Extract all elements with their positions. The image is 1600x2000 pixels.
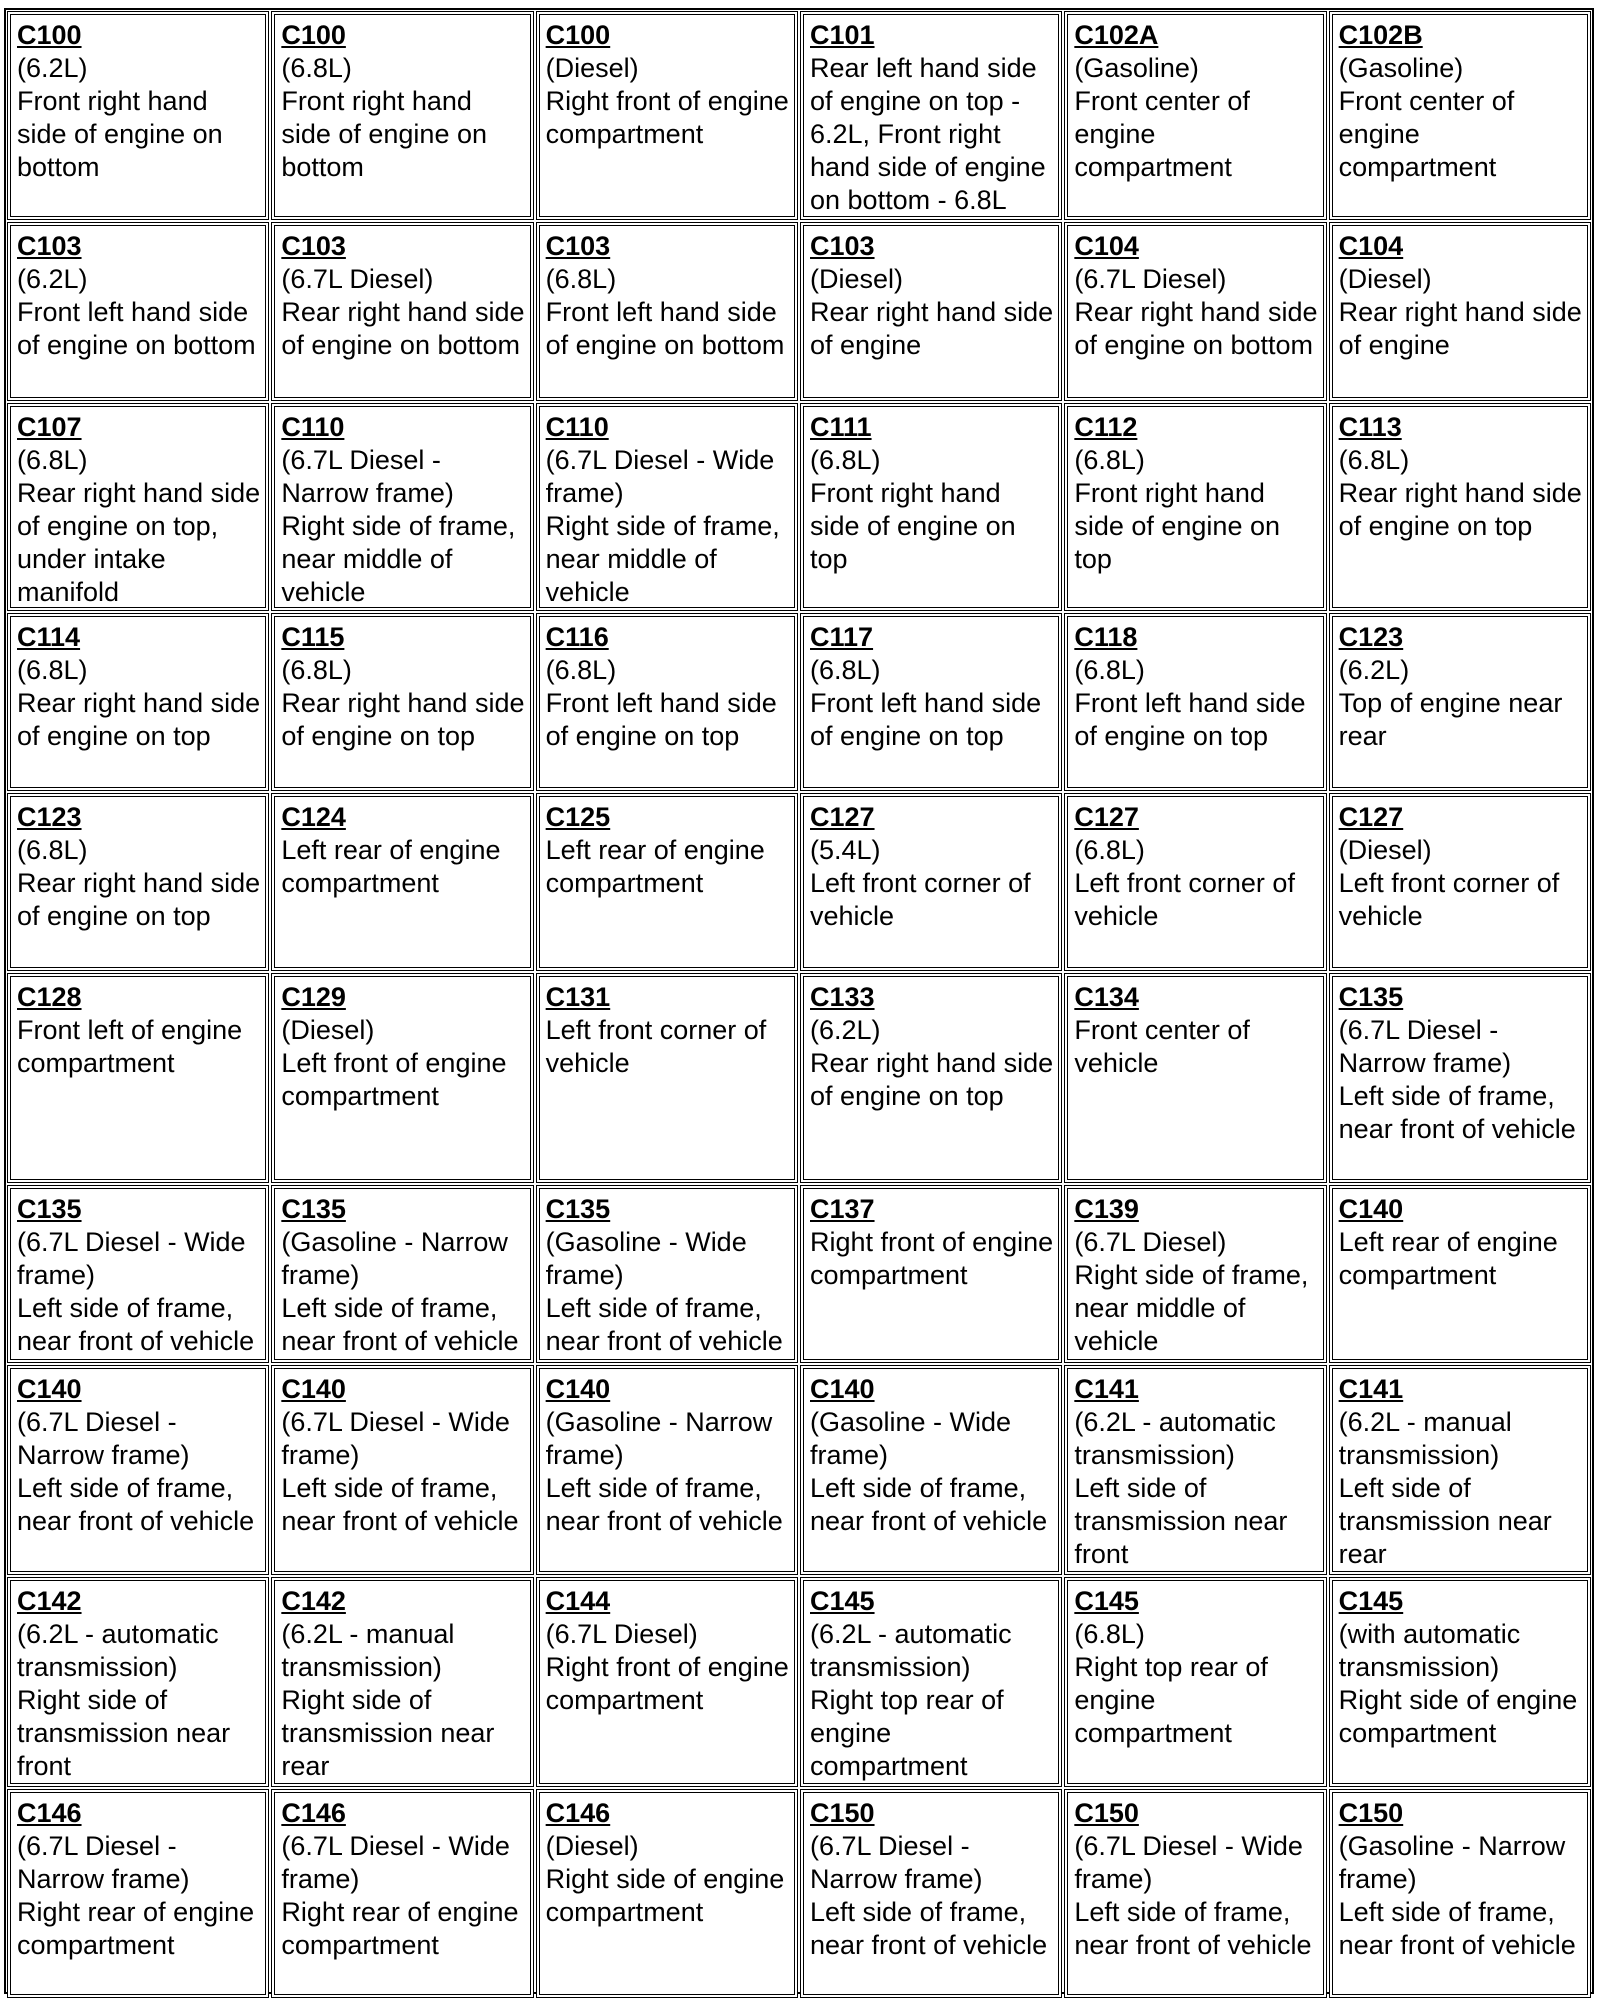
connector-id: C110	[281, 412, 345, 442]
connector-location: Left front corner of vehicle	[810, 868, 1031, 931]
connector-id: C103	[545, 231, 611, 261]
connector-id: C118	[1074, 622, 1138, 652]
connector-id: C139	[1074, 1194, 1139, 1224]
connector-id: C140	[1338, 1194, 1404, 1224]
connector-qualifier: (6.8L)	[17, 835, 88, 865]
connector-location: Left side of frame, near front of vehicle	[17, 1293, 255, 1356]
connector-id: C103	[281, 231, 346, 261]
connector-id: C103	[810, 231, 875, 261]
connector-qualifier: (6.8L)	[1074, 445, 1145, 475]
connector-qualifier: (6.7L Diesel - Wide frame)	[545, 445, 775, 508]
connector-cell	[7, 1365, 269, 1575]
connector-location: Rear right hand side of engine on top	[810, 1048, 1054, 1111]
connector-location: Rear left hand side of engine on top - 6.2L, Front right hand side of engine on bottom - 6.8L	[810, 53, 1046, 215]
connector-location: Top of engine near rear	[1338, 688, 1563, 751]
connector-qualifier: (Diesel)	[281, 1015, 375, 1045]
connector-cell	[1329, 1577, 1591, 1787]
connector-qualifier: (Diesel)	[1338, 835, 1432, 865]
connector-qualifier: (6.7L Diesel - Wide frame)	[17, 1227, 246, 1290]
connector-location: Front left hand side of engine on top	[545, 688, 777, 751]
connector-qualifier: (6.8L)	[1074, 1619, 1145, 1649]
connector-id: C101	[810, 20, 875, 50]
connector-location: Rear right hand side of engine	[1338, 297, 1582, 360]
connector-cell	[536, 1365, 798, 1575]
connector-location: Left side of frame, near front of vehicle	[545, 1293, 783, 1356]
connector-id: C114	[17, 622, 81, 652]
connector-location-table	[4, 8, 1594, 1994]
connector-location: Left rear of engine compartment	[1338, 1227, 1558, 1290]
connector-location: Front left hand side of engine on top	[810, 688, 1042, 751]
connector-qualifier: (Diesel)	[545, 1831, 639, 1861]
connector-id: C140	[281, 1374, 346, 1404]
connector-id: C144	[545, 1586, 611, 1616]
connector-cell	[800, 1789, 1062, 1998]
connector-id: C150	[1074, 1798, 1139, 1828]
connector-qualifier: (6.8L)	[810, 445, 881, 475]
connector-id: C141	[1338, 1374, 1404, 1404]
connector-location: Rear right hand side of engine on top	[17, 868, 261, 931]
connector-cell	[1064, 403, 1326, 611]
connector-location: Front center of vehicle	[1074, 1015, 1250, 1078]
connector-qualifier: (Gasoline - Narrow frame)	[1338, 1831, 1566, 1894]
connector-location: Right side of frame, near middle of vehicle	[281, 511, 516, 607]
connector-id: C135	[1338, 982, 1404, 1012]
connector-id: C104	[1074, 231, 1139, 261]
connector-location: Right top rear of engine compartment	[1074, 1652, 1268, 1748]
connector-id: C145	[1338, 1586, 1404, 1616]
connector-cell	[536, 1577, 798, 1787]
connector-id: C133	[810, 982, 875, 1012]
connector-qualifier: (6.7L Diesel - Narrow frame)	[281, 445, 454, 508]
connector-cell	[1329, 1789, 1591, 1998]
connector-id: C140	[545, 1374, 611, 1404]
connector-cell	[7, 222, 269, 401]
connector-id: C100	[545, 20, 611, 50]
connector-id: C150	[1338, 1798, 1404, 1828]
connector-qualifier: (Gasoline - Narrow frame)	[281, 1227, 508, 1290]
connector-location: Front right hand side of engine on bottom	[17, 86, 223, 182]
connector-cell	[536, 1789, 798, 1998]
connector-cell	[1064, 1185, 1326, 1363]
connector-id: C128	[17, 982, 82, 1012]
connector-qualifier: (Diesel)	[810, 264, 904, 294]
connector-location: Front center of engine compartment	[1074, 86, 1250, 182]
connector-location: Right front of engine compartment	[545, 86, 789, 149]
connector-id: C135	[281, 1194, 346, 1224]
connector-qualifier: (6.7L Diesel - Narrow frame)	[17, 1407, 190, 1470]
connector-cell	[536, 613, 798, 791]
connector-location: Front left hand side of engine on bottom	[17, 297, 256, 360]
connector-qualifier: (6.8L)	[1074, 835, 1145, 865]
connector-location: Right side of transmission near front	[17, 1685, 231, 1781]
connector-cell	[536, 973, 798, 1183]
connector-location: Rear right hand side of engine on top, under intake manifold	[17, 478, 261, 607]
connector-location: Right side of engine compartment	[545, 1864, 785, 1927]
connector-id: C142	[17, 1586, 82, 1616]
connector-cell	[271, 973, 533, 1183]
connector-cell	[536, 793, 798, 971]
connector-cell	[271, 793, 533, 971]
connector-qualifier: (Gasoline - Wide frame)	[810, 1407, 1012, 1470]
connector-id: C107	[17, 412, 82, 442]
connector-cell	[1329, 793, 1591, 971]
connector-cell	[1064, 1789, 1326, 1998]
connector-id: C104	[1338, 231, 1404, 261]
connector-cell	[1064, 793, 1326, 971]
connector-cell	[1064, 613, 1326, 791]
connector-cell	[1064, 222, 1326, 401]
connector-qualifier: (6.7L Diesel - Narrow frame)	[1338, 1015, 1512, 1078]
connector-qualifier: (Diesel)	[545, 53, 639, 83]
connector-cell	[1329, 222, 1591, 401]
connector-qualifier: (6.8L)	[17, 445, 88, 475]
connector-location: Left side of frame, near front of vehicle	[810, 1473, 1048, 1536]
connector-location: Rear right hand side of engine on bottom	[281, 297, 525, 360]
connector-cell	[800, 793, 1062, 971]
connector-cell	[271, 1365, 533, 1575]
connector-location: Front left hand side of engine on bottom	[545, 297, 785, 360]
connector-id: C123	[1338, 622, 1404, 652]
connector-id: C146	[281, 1798, 346, 1828]
connector-cell	[800, 222, 1062, 401]
connector-cell	[7, 973, 269, 1183]
connector-cell	[800, 613, 1062, 791]
connector-id: C113	[1338, 412, 1402, 442]
connector-qualifier: (6.7L Diesel - Wide frame)	[281, 1831, 510, 1894]
connector-location: Left front of engine compartment	[281, 1048, 507, 1111]
connector-location: Left side of frame, near front of vehicle	[17, 1473, 255, 1536]
connector-id: C142	[281, 1586, 346, 1616]
connector-cell	[800, 403, 1062, 611]
connector-location: Front right hand side of engine on bottom	[281, 86, 487, 182]
connector-location: Front right hand side of engine on top	[810, 478, 1016, 574]
connector-location: Right rear of engine compartment	[281, 1897, 519, 1960]
connector-id: C150	[810, 1798, 875, 1828]
connector-qualifier: (6.8L)	[17, 655, 88, 685]
connector-location: Left side of frame, near front of vehicle	[810, 1897, 1048, 1960]
connector-qualifier: (6.8L)	[810, 655, 881, 685]
connector-id: C124	[281, 802, 346, 832]
connector-id: C127	[1074, 802, 1139, 832]
connector-cell	[271, 1185, 533, 1363]
connector-cell	[7, 403, 269, 611]
connector-id: C146	[17, 1798, 82, 1828]
connector-cell	[800, 973, 1062, 1183]
connector-cell	[800, 1365, 1062, 1575]
connector-cell	[271, 403, 533, 611]
connector-id: C129	[281, 982, 346, 1012]
connector-cell	[536, 222, 798, 401]
connector-qualifier: (with automatic transmission)	[1338, 1619, 1521, 1682]
connector-cell	[7, 11, 269, 220]
connector-qualifier: (6.8L)	[281, 53, 352, 83]
connector-qualifier: (6.7L Diesel - Narrow frame)	[810, 1831, 983, 1894]
connector-id: C140	[810, 1374, 875, 1404]
connector-cell	[1329, 1185, 1591, 1363]
connector-location: Left side of frame, near front of vehicle	[281, 1293, 519, 1356]
connector-qualifier: (6.8L)	[545, 264, 617, 294]
connector-location: Left side of frame, near front of vehicle	[1074, 1897, 1312, 1960]
connector-cell	[7, 613, 269, 791]
connector-qualifier: (6.7L Diesel - Narrow frame)	[17, 1831, 190, 1894]
connector-cell	[1329, 613, 1591, 791]
connector-id: C134	[1074, 982, 1139, 1012]
connector-id: C100	[281, 20, 346, 50]
connector-cell	[1064, 11, 1326, 220]
connector-location: Right side of frame, near middle of vehicle	[545, 511, 780, 607]
connector-qualifier: (6.7L Diesel - Wide frame)	[281, 1407, 510, 1470]
connector-cell	[271, 11, 533, 220]
connector-id: C131	[545, 982, 611, 1012]
connector-qualifier: (6.2L)	[17, 53, 88, 83]
connector-qualifier: (5.4L)	[810, 835, 881, 865]
connector-id: C137	[810, 1194, 875, 1224]
connector-qualifier: (6.8L)	[1338, 445, 1410, 475]
connector-qualifier: (6.7L Diesel)	[281, 264, 434, 294]
connector-qualifier: (6.8L)	[281, 655, 352, 685]
connector-id: C111	[810, 412, 872, 442]
connector-qualifier: (Gasoline)	[1074, 53, 1199, 83]
connector-id: C115	[281, 622, 345, 652]
connector-cell	[7, 793, 269, 971]
connector-cell	[536, 1185, 798, 1363]
connector-id: C127	[1338, 802, 1404, 832]
connector-qualifier: (6.2L)	[17, 264, 88, 294]
connector-id: C135	[545, 1194, 611, 1224]
connector-cell	[800, 1577, 1062, 1787]
connector-location: Right side of transmission near rear	[281, 1685, 495, 1781]
connector-qualifier: (6.8L)	[545, 655, 617, 685]
connector-id: C102B	[1338, 20, 1423, 50]
connector-location: Rear right hand side of engine on top	[281, 688, 525, 751]
connector-qualifier: (6.2L - automatic transmission)	[810, 1619, 1012, 1682]
connector-cell	[1064, 973, 1326, 1183]
connector-cell	[7, 1185, 269, 1363]
connector-id: C100	[17, 20, 82, 50]
connector-cell	[271, 1789, 533, 1998]
connector-cell	[271, 222, 533, 401]
connector-id: C141	[1074, 1374, 1139, 1404]
connector-qualifier: (6.2L - manual transmission)	[1338, 1407, 1512, 1470]
connector-location: Left side of frame, near front of vehicle	[1338, 1897, 1576, 1960]
connector-location: Left side of frame, near front of vehicle	[281, 1473, 519, 1536]
connector-qualifier: (Gasoline - Narrow frame)	[545, 1407, 773, 1470]
connector-cell	[1064, 1365, 1326, 1575]
connector-location: Right side of engine compartment	[1338, 1685, 1578, 1748]
connector-qualifier: (6.8L)	[1074, 655, 1145, 685]
connector-id: C127	[810, 802, 875, 832]
connector-id: C117	[810, 622, 874, 652]
connector-id: C112	[1074, 412, 1138, 442]
connector-id: C110	[545, 412, 609, 442]
connector-location: Right rear of engine compartment	[17, 1897, 255, 1960]
connector-qualifier: (Diesel)	[1338, 264, 1432, 294]
connector-location: Left front corner of vehicle	[1074, 868, 1295, 931]
connector-cell	[800, 11, 1062, 220]
connector-id: C102A	[1074, 20, 1159, 50]
connector-qualifier: (Gasoline)	[1338, 53, 1464, 83]
connector-location: Right front of engine compartment	[810, 1227, 1054, 1290]
connector-id: C135	[17, 1194, 82, 1224]
connector-location: Left side of transmission near front	[1074, 1473, 1288, 1569]
connector-qualifier: (6.2L - automatic transmission)	[1074, 1407, 1276, 1470]
connector-id: C145	[810, 1586, 875, 1616]
connector-location: Front right hand side of engine on top	[1074, 478, 1280, 574]
connector-cell	[1329, 1365, 1591, 1575]
connector-qualifier: (6.2L - automatic transmission)	[17, 1619, 219, 1682]
connector-qualifier: (6.2L)	[1338, 655, 1410, 685]
connector-location: Front left of engine compartment	[17, 1015, 243, 1078]
connector-id: C145	[1074, 1586, 1139, 1616]
connector-location: Rear right hand side of engine on top	[1338, 478, 1582, 541]
connector-cell	[1329, 403, 1591, 611]
connector-id: C125	[545, 802, 611, 832]
connector-cell	[800, 1185, 1062, 1363]
connector-id: C140	[17, 1374, 82, 1404]
connector-location: Right top rear of engine compartment	[810, 1685, 1004, 1781]
connector-location: Rear right hand side of engine on top	[17, 688, 261, 751]
connector-location: Left side of transmission near rear	[1338, 1473, 1552, 1569]
connector-location: Rear right hand side of engine on bottom	[1074, 297, 1318, 360]
connector-cell	[7, 1789, 269, 1998]
connector-location: Right side of frame, near middle of vehicle	[1074, 1260, 1309, 1356]
connector-location: Left rear of engine compartment	[281, 835, 501, 898]
connector-cell	[271, 1577, 533, 1787]
connector-qualifier: (6.2L - manual transmission)	[281, 1619, 455, 1682]
connector-qualifier: (6.7L Diesel - Wide frame)	[1074, 1831, 1303, 1894]
connector-cell	[271, 613, 533, 791]
connector-qualifier: (6.7L Diesel)	[545, 1619, 698, 1649]
connector-id: C103	[17, 231, 82, 261]
connector-qualifier: (6.7L Diesel)	[1074, 264, 1227, 294]
connector-cell	[7, 1577, 269, 1787]
connector-location: Left side of frame, near front of vehicle	[1338, 1081, 1576, 1144]
connector-qualifier: (Gasoline - Wide frame)	[545, 1227, 747, 1290]
connector-location: Right front of engine compartment	[545, 1652, 789, 1715]
connector-id: C123	[17, 802, 82, 832]
connector-id: C146	[545, 1798, 611, 1828]
connector-qualifier: (6.7L Diesel)	[1074, 1227, 1227, 1257]
connector-qualifier: (6.2L)	[810, 1015, 881, 1045]
connector-cell	[536, 11, 798, 220]
connector-cell	[1329, 11, 1591, 220]
connector-location: Left front corner of vehicle	[545, 1015, 767, 1078]
connector-location: Left rear of engine compartment	[545, 835, 765, 898]
connector-location: Front center of engine compartment	[1338, 86, 1515, 182]
connector-cell	[1329, 973, 1591, 1183]
connector-location: Rear right hand side of engine	[810, 297, 1054, 360]
connector-cell	[1064, 1577, 1326, 1787]
connector-cell	[536, 403, 798, 611]
connector-id: C116	[545, 622, 609, 652]
connector-location: Left front corner of vehicle	[1338, 868, 1560, 931]
connector-location: Left side of frame, near front of vehicle	[545, 1473, 783, 1536]
connector-location: Front left hand side of engine on top	[1074, 688, 1306, 751]
